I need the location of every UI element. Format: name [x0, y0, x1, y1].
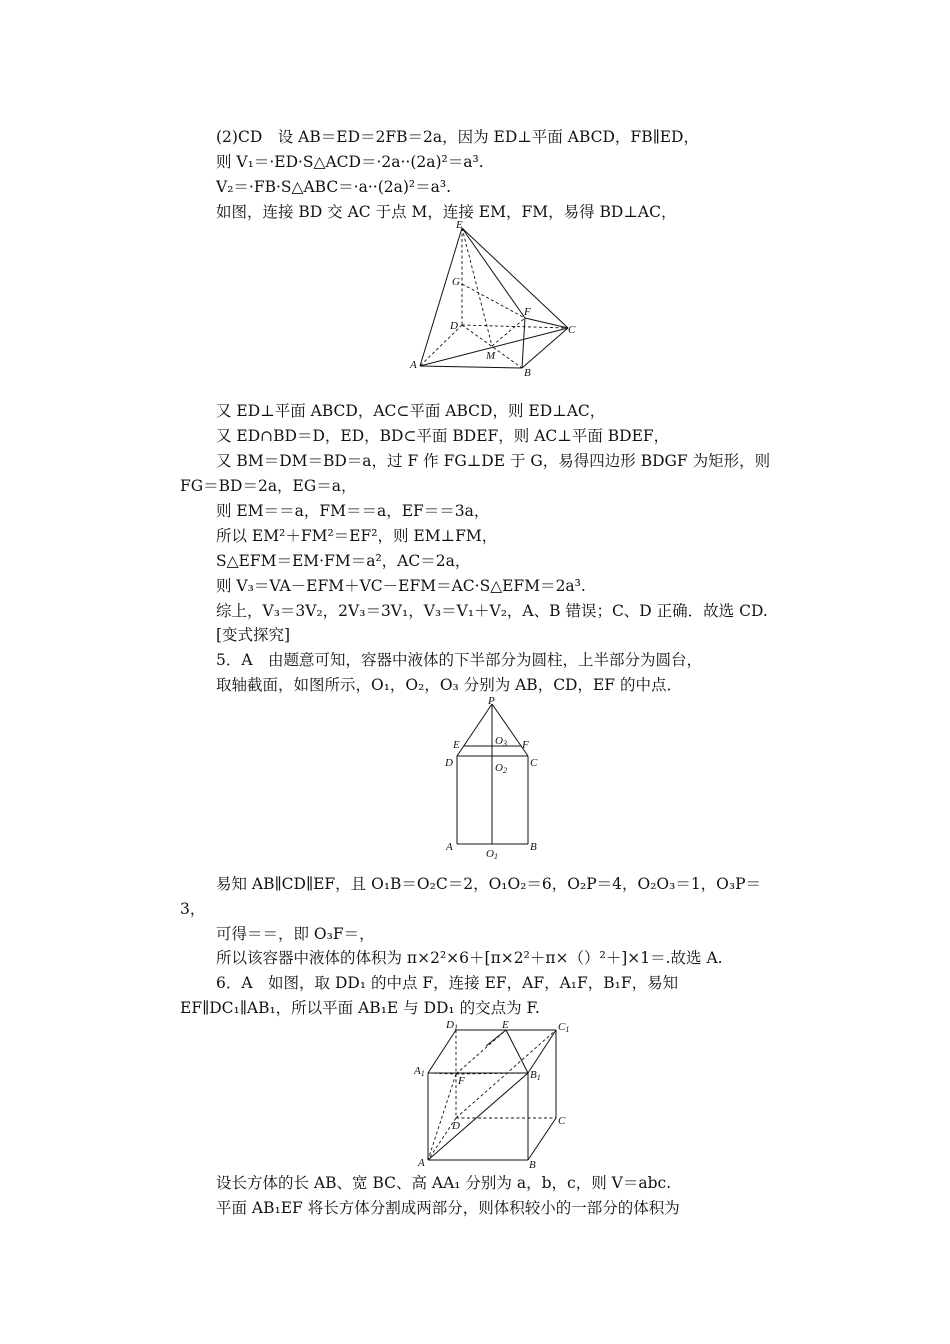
text-line: 设长方体的长 AB、宽 BC、高 AA₁ 分别为 a，b，c，则 V＝abc. — [216, 1174, 672, 1192]
label-b: B — [530, 841, 537, 853]
text-line: 3， — [180, 900, 206, 918]
figure-container-section — [440, 696, 550, 866]
label-a: A — [410, 359, 417, 371]
text-line: [变式探究] — [216, 626, 291, 644]
label-d1: D1 — [446, 1019, 458, 1032]
label-e: E — [502, 1019, 509, 1031]
text-line: 综上，V₃＝3V₂，2V₃＝3V₁，V₃＝V₁＋V₂，A、B 错误；C、D 正确．故选 CD. — [216, 602, 768, 620]
label-f: F — [522, 739, 529, 751]
label-c: C — [558, 1115, 566, 1127]
label-o1: O1 — [486, 848, 498, 861]
label-c1: C1 — [558, 1021, 570, 1034]
text-line: 5．A 由题意可知，容器中液体的下半部分为圆柱，上半部分为圆台， — [216, 651, 703, 669]
label-f: F — [458, 1075, 465, 1087]
label-m: M — [486, 350, 496, 362]
text-line: 如图，连接 BD 交 AC 于点 M，连接 EM，FM，易得 BD⊥AC， — [216, 203, 677, 221]
text-line: EF∥DC₁∥AB₁，所以平面 AB₁E 与 DD₁ 的交点为 F. — [180, 999, 540, 1017]
text-line: 易知 AB∥CD∥EF，且 O₁B＝O₂C＝2，O₁O₂＝6，O₂P＝4，O₂O₃＝1，O₃P＝ — [216, 875, 762, 893]
label-o3: O3 — [495, 735, 507, 748]
label-a: A — [418, 1157, 425, 1169]
label-a: A — [446, 841, 453, 853]
text-line: 所以该容器中液体的体积为 π×2²×6＋[π×2²＋π×（）²＋]×1＝.故选 A. — [216, 949, 723, 967]
label-d: D — [450, 320, 458, 332]
label-a1: A1 — [414, 1065, 425, 1078]
label-e: E — [456, 219, 463, 231]
text-line: V₂＝·FB·S△ABC＝·a··(2a)²＝a³. — [216, 178, 451, 196]
text-line: 又 ED⊥平面 ABCD，AC⊂平面 ABCD，则 ED⊥AC， — [216, 402, 606, 420]
label-b: B — [524, 367, 531, 379]
text-line: 则 V₃＝VA－EFM＋VC－EFM＝AC·S△EFM＝2a³. — [216, 577, 586, 595]
text-line: 6．A 如图，取 DD₁ 的中点 F，连接 EF，AF，A₁F，B₁F，易知 — [216, 974, 679, 992]
label-f: F — [524, 306, 531, 318]
text-line: 又 ED∩BD＝D，ED，BD⊂平面 BDEF，则 AC⊥平面 BDEF， — [216, 427, 670, 445]
label-e: E — [453, 739, 460, 751]
label-d: D — [452, 1120, 460, 1132]
text-line: 平面 AB₁EF 将长方体分割成两部分，则体积较小的一部分的体积为 — [216, 1199, 680, 1217]
text-line: 取轴截面，如图所示，O₁，O₂，O₃ 分别为 AB，CD，EF 的中点． — [216, 676, 682, 694]
text-line: 则 V₁＝·ED·S△ACD＝·2a··(2a)²＝a³. — [216, 153, 484, 171]
label-p: P — [488, 695, 495, 707]
text-line: 可得＝＝，即 O₃F＝， — [216, 925, 375, 943]
label-c: C — [568, 324, 576, 336]
text-line: 又 BM＝DM＝BD＝a，过 F 作 FG⊥DE 于 G，易得四边形 BDGF 为矩形，则 — [216, 452, 771, 470]
figure-solid-ebdf — [400, 218, 590, 380]
label-o2: O2 — [495, 762, 507, 775]
label-g: G — [452, 276, 460, 288]
text-line: FG＝BD＝2a，EG＝a， — [180, 477, 357, 495]
text-line: S△EFM＝EM·FM＝a²，AC＝2a， — [216, 552, 471, 570]
text-line: (2)CD 设 AB＝ED＝2FB＝2a，因为 ED⊥平面 ABCD，FB∥ED， — [216, 128, 699, 146]
figure-cuboid — [412, 1018, 582, 1170]
label-c: C — [530, 757, 538, 769]
label-b1: B1 — [530, 1069, 541, 1082]
text-line: 则 EM＝＝a，FM＝＝a，EF＝＝3a， — [216, 502, 490, 520]
label-b: B — [529, 1159, 536, 1171]
text-line: 所以 EM²＋FM²＝EF²，则 EM⊥FM， — [216, 527, 498, 545]
label-d: D — [445, 757, 453, 769]
